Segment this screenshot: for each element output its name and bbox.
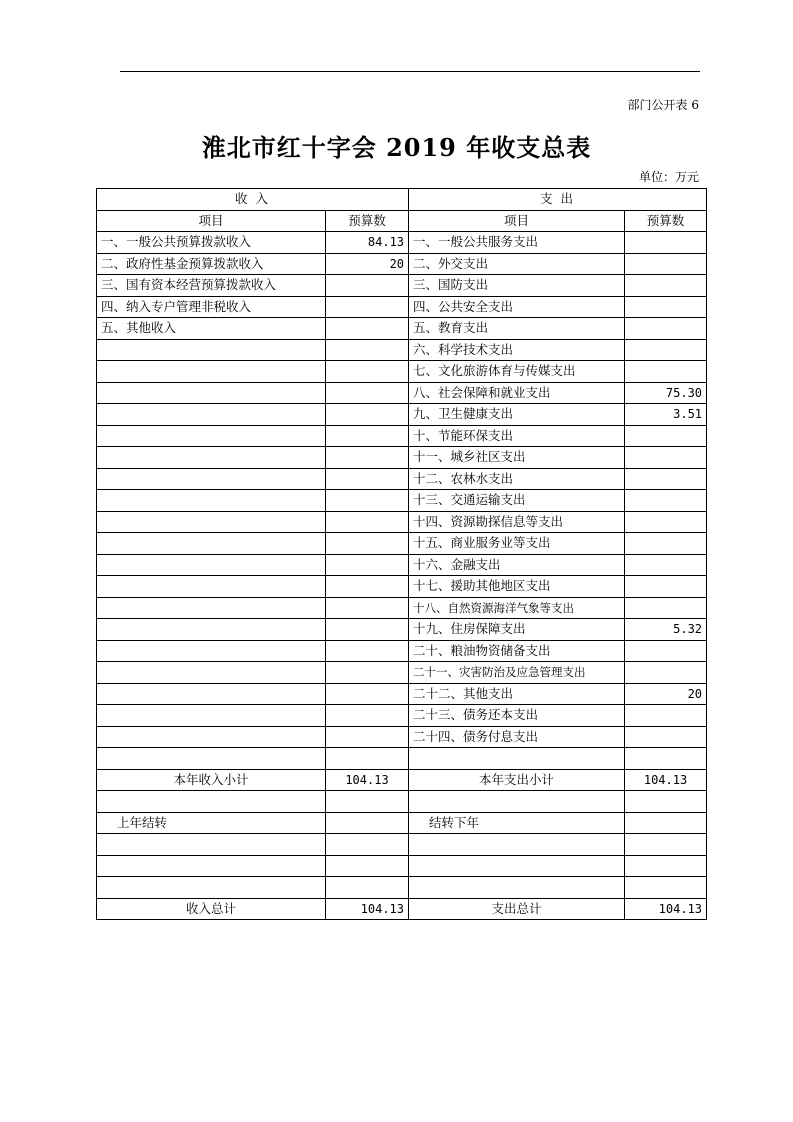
income-budget-cell	[326, 554, 409, 576]
income-item-cell	[97, 425, 326, 447]
table-row	[97, 511, 707, 533]
blank-row	[97, 834, 707, 856]
blank-row	[97, 791, 707, 813]
income-total-label: 收入总计	[97, 898, 326, 920]
expense-budget-cell: 20	[625, 683, 707, 705]
expense-item-cell: 十七、援助其他地区支出	[409, 576, 625, 598]
income-budget-header: 预算数	[326, 210, 409, 232]
expense-budget-cell	[625, 662, 707, 684]
income-budget-cell	[326, 468, 409, 490]
income-budget-cell	[326, 425, 409, 447]
income-budget-cell	[326, 361, 409, 383]
income-total-value: 104.13	[326, 898, 409, 920]
table-row	[97, 468, 707, 490]
expense-item-cell: 十四、资源勘探信息等支出	[409, 511, 625, 533]
top-rule	[120, 71, 700, 72]
table-row	[97, 640, 707, 662]
income-budget-cell	[326, 339, 409, 361]
income-budget-cell	[326, 447, 409, 469]
expense-item-cell: 八、社会保障和就业支出	[409, 382, 625, 404]
income-budget-cell: 84.13	[326, 232, 409, 254]
income-item-cell	[97, 597, 326, 619]
table-row	[97, 748, 707, 770]
income-item-header: 项目	[97, 210, 326, 232]
income-item-cell	[97, 748, 326, 770]
income-budget-cell	[326, 726, 409, 748]
income-item-cell: 五、其他收入	[97, 318, 326, 340]
expense-section-header: 支 出	[409, 189, 707, 211]
income-item-cell: 一、一般公共预算拨款收入	[97, 232, 326, 254]
expense-item-cell: 十二、农林水支出	[409, 468, 625, 490]
expense-budget-cell	[625, 232, 707, 254]
expense-budget-cell	[625, 597, 707, 619]
expense-total-label: 支出总计	[409, 898, 625, 920]
income-budget-cell	[326, 318, 409, 340]
income-budget-cell	[326, 705, 409, 727]
blank-row	[97, 877, 707, 899]
table-row	[97, 490, 707, 512]
expense-budget-cell	[625, 253, 707, 275]
expense-item-cell: 五、教育支出	[409, 318, 625, 340]
expense-item-cell: 二十三、债务还本支出	[409, 705, 625, 727]
table-row	[97, 597, 707, 619]
expense-budget-cell	[625, 705, 707, 727]
table-row	[97, 619, 707, 641]
expense-budget-cell	[625, 533, 707, 555]
income-budget-cell	[326, 296, 409, 318]
expense-item-cell: 二、外交支出	[409, 253, 625, 275]
budget-summary-table	[96, 188, 707, 920]
expense-budget-cell	[625, 640, 707, 662]
income-budget-cell	[326, 597, 409, 619]
page-title: 淮北市红十字会 2019 年收支总表	[201, 133, 592, 162]
expense-budget-cell	[625, 554, 707, 576]
income-item-cell	[97, 447, 326, 469]
expense-budget-cell: 75.30	[625, 382, 707, 404]
expense-total-value: 104.13	[625, 898, 707, 920]
income-item-cell	[97, 705, 326, 727]
expense-budget-cell	[625, 468, 707, 490]
expense-item-cell: 十、节能环保支出	[409, 425, 625, 447]
table-row	[97, 404, 707, 426]
income-budget-cell	[326, 404, 409, 426]
expense-item-cell: 二十一、灾害防治及应急管理支出	[409, 662, 625, 684]
income-item-cell	[97, 404, 326, 426]
income-item-cell	[97, 382, 326, 404]
subtotal-row	[97, 769, 707, 791]
income-budget-cell	[326, 662, 409, 684]
income-item-cell: 四、纳入专户管理非税收入	[97, 296, 326, 318]
expense-budget-cell	[625, 318, 707, 340]
table-row	[97, 361, 707, 383]
prior-year-carryover-label: 上年结转	[97, 812, 326, 834]
income-item-cell	[97, 339, 326, 361]
expense-item-cell: 二十四、债务付息支出	[409, 726, 625, 748]
income-budget-cell	[326, 619, 409, 641]
expense-item-cell: 六、科学技术支出	[409, 339, 625, 361]
expense-item-cell	[409, 748, 625, 770]
income-budget-cell	[326, 683, 409, 705]
expense-item-cell: 七、文化旅游体育与传媒支出	[409, 361, 625, 383]
income-item-cell	[97, 683, 326, 705]
expense-subtotal-value: 104.13	[625, 769, 707, 791]
income-section-header: 收 入	[97, 189, 409, 211]
column-header-row	[97, 210, 707, 232]
table-row	[97, 726, 707, 748]
table-row	[97, 382, 707, 404]
expense-item-cell: 三、国防支出	[409, 275, 625, 297]
income-item-cell	[97, 490, 326, 512]
expense-budget-cell: 5.32	[625, 619, 707, 641]
income-item-cell	[97, 726, 326, 748]
expense-subtotal-label: 本年支出小计	[409, 769, 625, 791]
table-row	[97, 683, 707, 705]
expense-item-cell: 二十二、其他支出	[409, 683, 625, 705]
income-item-cell	[97, 361, 326, 383]
income-subtotal-value: 104.13	[326, 769, 409, 791]
table-row	[97, 447, 707, 469]
income-item-cell: 三、国有资本经营预算拨款收入	[97, 275, 326, 297]
income-item-cell	[97, 662, 326, 684]
table-row	[97, 705, 707, 727]
table-row	[97, 425, 707, 447]
income-item-cell	[97, 640, 326, 662]
expense-item-cell: 十一、城乡社区支出	[409, 447, 625, 469]
table-row	[97, 339, 707, 361]
blank-row	[97, 855, 707, 877]
income-subtotal-label: 本年收入小计	[97, 769, 326, 791]
table-row	[97, 554, 707, 576]
income-budget-cell	[326, 533, 409, 555]
table-row	[97, 318, 707, 340]
section-header-row	[97, 189, 707, 211]
unit-label: 单位：万元	[638, 170, 699, 184]
expense-budget-header: 预算数	[625, 210, 707, 232]
expense-budget-cell	[625, 447, 707, 469]
table-row	[97, 275, 707, 297]
expense-budget-cell	[625, 726, 707, 748]
income-budget-cell	[326, 576, 409, 598]
income-item-cell	[97, 619, 326, 641]
income-budget-cell: 20	[326, 253, 409, 275]
income-item-cell	[97, 533, 326, 555]
expense-item-cell: 四、公共安全支出	[409, 296, 625, 318]
table-row	[97, 662, 707, 684]
expense-item-cell: 十三、交通运输支出	[409, 490, 625, 512]
expense-budget-cell	[625, 425, 707, 447]
expense-item-cell: 二十、粮油物资储备支出	[409, 640, 625, 662]
expense-budget-cell	[625, 576, 707, 598]
expense-budget-cell	[625, 296, 707, 318]
expense-budget-cell	[625, 275, 707, 297]
expense-budget-cell: 3.51	[625, 404, 707, 426]
expense-item-cell: 一、一般公共服务支出	[409, 232, 625, 254]
expense-item-cell: 九、卫生健康支出	[409, 404, 625, 426]
income-item-cell	[97, 511, 326, 533]
income-budget-cell	[326, 511, 409, 533]
table-row	[97, 576, 707, 598]
total-row	[97, 898, 707, 920]
income-item-cell: 二、政府性基金预算拨款收入	[97, 253, 326, 275]
expense-item-cell: 十五、商业服务业等支出	[409, 533, 625, 555]
income-item-cell	[97, 468, 326, 490]
expense-item-cell: 十六、金融支出	[409, 554, 625, 576]
income-budget-cell	[326, 640, 409, 662]
table-row	[97, 533, 707, 555]
carry-row	[97, 812, 707, 834]
table-row	[97, 296, 707, 318]
expense-budget-cell	[625, 748, 707, 770]
income-item-cell	[97, 554, 326, 576]
expense-item-header: 项目	[409, 210, 625, 232]
table-row	[97, 232, 707, 254]
table-row	[97, 253, 707, 275]
expense-budget-cell	[625, 490, 707, 512]
expense-item-cell: 十九、住房保障支出	[409, 619, 625, 641]
form-number: 部门公开表 6	[627, 98, 699, 112]
expense-budget-cell	[625, 511, 707, 533]
expense-budget-cell	[625, 361, 707, 383]
expense-budget-cell	[625, 339, 707, 361]
income-item-cell	[97, 576, 326, 598]
expense-item-cell: 十八、自然资源海洋气象等支出	[409, 597, 625, 619]
income-budget-cell	[326, 748, 409, 770]
income-budget-cell	[326, 275, 409, 297]
income-budget-cell	[326, 490, 409, 512]
next-year-carryover-label: 结转下年	[409, 812, 625, 834]
income-budget-cell	[326, 382, 409, 404]
